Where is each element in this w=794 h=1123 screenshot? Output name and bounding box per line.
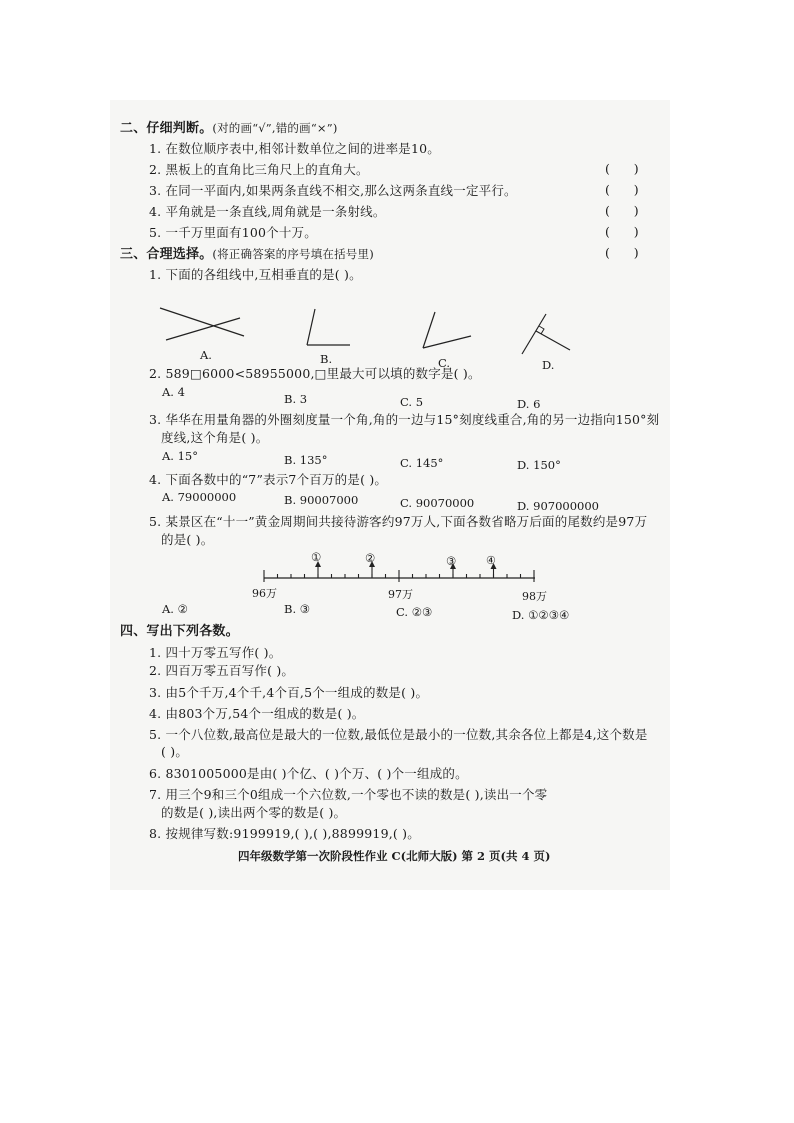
- q3-text-line2: 度线,这个角是( )。: [161, 430, 269, 445]
- q3-text-line1: 3. 华华在用量角器的外圈刻度量一个角,角的一边与15°刻度线重合,角的另一边指向150°刻: [149, 412, 660, 427]
- section3-instruction: (将正确答案的序号填在括号里): [212, 247, 374, 261]
- section3-heading: [120, 246, 374, 263]
- judge-item-3: 3. 在同一平面内,如果两条直线不相交,那么这两条直线一定平行。: [149, 183, 517, 198]
- write-item-8: 8. 按规律写数:9199919,( ),( ),8899919,( )。: [149, 826, 420, 841]
- judge-item-2: 2. 黑板上的直角比三角尺上的直角大。: [149, 162, 369, 177]
- judge-item-4: 4. 平角就是一条直线,周角就是一条射线。: [149, 204, 386, 219]
- write-item-7-line1: 7. 用三个9和三个0组成一个六位数,一个零也不读的数是( ),读出一个零: [149, 787, 548, 802]
- marker-3-label: ③: [446, 554, 457, 568]
- q5-option-a[interactable]: A. ②: [162, 602, 188, 616]
- judge-item-5: 5. 一千万里面有100个十万。: [149, 225, 317, 240]
- q2-option-b[interactable]: B. 3: [284, 392, 308, 406]
- section2-instruction: (对的画“√”,错的画“×”): [212, 121, 338, 135]
- q4-option-c[interactable]: C. 90070000: [400, 496, 475, 510]
- q4-option-b[interactable]: B. 90007000: [284, 493, 359, 507]
- axis-label-98: 98万: [522, 590, 547, 603]
- judge-blank-1[interactable]: ( ): [605, 161, 639, 176]
- marker-4-label: ④: [486, 554, 496, 567]
- q3-option-b[interactable]: B. 135°: [284, 453, 328, 467]
- judge-blank-4[interactable]: ( ): [605, 224, 639, 239]
- q4-option-d[interactable]: D. 907000000: [517, 499, 599, 513]
- section2-title: 二、仔细判断。: [120, 121, 213, 136]
- q3-option-c[interactable]: C. 145°: [400, 456, 444, 470]
- judge-blank-3[interactable]: ( ): [605, 203, 639, 218]
- q3-option-a[interactable]: A. 15°: [162, 449, 198, 463]
- figure-b-label: B.: [320, 352, 333, 366]
- judge-blank-2[interactable]: ( ): [605, 182, 639, 197]
- write-item-1: 1. 四十万零五写作( )。: [149, 645, 282, 660]
- marker-1-label: ①: [311, 550, 322, 564]
- write-item-2: 2. 四百万零五百写作( )。: [149, 663, 295, 678]
- figure-c-label: C.: [438, 356, 451, 370]
- write-item-4: 4. 由803个万,54个一组成的数是( )。: [149, 706, 365, 721]
- judge-blank-5[interactable]: ( ): [605, 245, 639, 260]
- q5-option-c[interactable]: C. ②③: [396, 605, 433, 619]
- q5-text-line2: 的是( )。: [161, 532, 214, 547]
- write-item-3: 3. 由5个千万,4个千,4个百,5个一组成的数是( )。: [149, 685, 429, 700]
- figure-b-right-angle-lines: [300, 305, 360, 350]
- q2-option-c[interactable]: C. 5: [400, 395, 424, 409]
- figure-d-label: D.: [542, 358, 555, 372]
- q5-option-d[interactable]: D. ①②③④: [512, 608, 570, 622]
- axis-label-96: 96万: [252, 587, 277, 600]
- q5-option-b[interactable]: B. ③: [284, 602, 311, 616]
- section4-title: 四、写出下列各数。: [120, 624, 239, 639]
- q4-text: 4. 下面各数中的“7”表示7个百万的是( )。: [149, 472, 388, 487]
- q2-option-a[interactable]: A. 4: [162, 385, 185, 399]
- figure-a-crossing-lines: [158, 300, 248, 345]
- q2-option-d[interactable]: D. 6: [517, 397, 541, 411]
- write-item-5-line2: ( )。: [161, 744, 189, 759]
- axis-label-97: 97万: [388, 588, 413, 601]
- figure-a-label: A.: [200, 348, 212, 362]
- page-footer: 四年级数学第一次阶段性作业 C(北师大版) 第 2 页(共 4 页): [238, 849, 551, 863]
- write-item-7-line2: 的数是( ),读出两个零的数是( )。: [161, 805, 347, 820]
- section3-title: 三、合理选择。: [120, 247, 213, 262]
- q3-option-d[interactable]: D. 150°: [517, 458, 561, 472]
- q1-text: 1. 下面的各组线中,互相垂直的是( )。: [149, 267, 362, 282]
- figure-d-perpendicular-lines: [518, 310, 578, 360]
- q4-option-a[interactable]: A. 79000000: [162, 490, 237, 504]
- write-item-5-line1: 5. 一个八位数,最高位是最大的一位数,最低位是最小的一位数,其余各位上都是4,这个数是: [149, 727, 648, 742]
- q2-text: 2. 589□6000<58955000,□里最大可以填的数字是( )。: [149, 366, 481, 381]
- marker-2-label: ②: [365, 551, 376, 565]
- judge-item-1: 1. 在数位顺序表中,相邻计数单位之间的进率是10。: [149, 141, 440, 156]
- section2-heading: [120, 120, 338, 137]
- q5-text-line1: 5. 某景区在“十一”黄金周期间共接待游客约97万人,下面各数省略万后面的尾数约是97万: [149, 514, 648, 529]
- figure-c-acute-angle-lines: [415, 308, 475, 353]
- write-item-6: 6. 8301005000是由( )个亿、( )个万、( )个一组成的。: [149, 766, 468, 781]
